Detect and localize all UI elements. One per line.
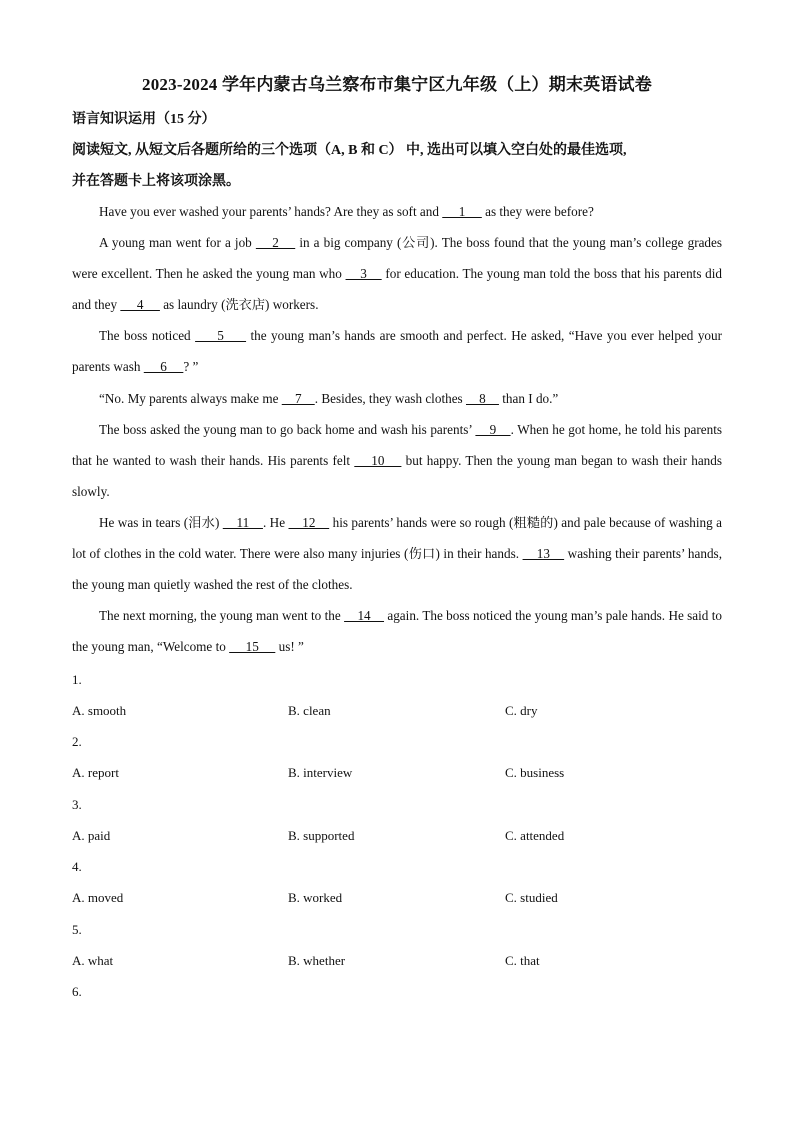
- question-number: 4.: [72, 859, 82, 875]
- answer-option[interactable]: C. that: [505, 952, 540, 968]
- passage-paragraph: [72, 196, 722, 227]
- passage-text: again. The boss noticed the young man’s pale hands. He said to the young man, “Welcome to: [72, 608, 723, 654]
- passage-text: washing their parents’ hands, the young man quietly washed the rest of the clothes.: [72, 546, 722, 592]
- passage-text: us! ”: [275, 639, 304, 654]
- passage-text: He was in tears (泪水): [99, 515, 223, 530]
- passage-text: but happy. Then the young man began to wash their hands slowly.: [72, 453, 722, 499]
- question-number: 6.: [72, 984, 82, 999]
- passage-paragraph: [72, 383, 722, 414]
- answer-option[interactable]: B. supported: [288, 827, 355, 843]
- answer-option[interactable]: C. business: [505, 765, 565, 781]
- blank-number: 9: [475, 422, 511, 437]
- instruction-line-1: 阅读短文, 从短文后各题所给的三个选项（A, B 和 C） 中, 选出可以填入空白处的最佳选项,: [72, 143, 627, 158]
- blank-number: 1: [442, 204, 482, 219]
- passage-text: the young man’s hands are smooth and perfect. He asked, “Have you ever helped your parents wash: [72, 328, 722, 374]
- passage-paragraph: [72, 600, 722, 662]
- blank-number: 6: [143, 359, 184, 374]
- blank-number: 3: [345, 266, 382, 281]
- passage-text: . When he got home, he told his parents that he wanted to wash their hands. His parents felt: [72, 422, 722, 468]
- blank-number: 13: [522, 546, 565, 561]
- section-heading: 语言知识运用（15 分）: [72, 112, 216, 127]
- passage-text: A young man went for a job: [99, 235, 256, 250]
- passage-text: than I do.”: [498, 391, 559, 406]
- question-number: 1.: [72, 672, 82, 687]
- passage-text: his parents’ hands were so rough (粗糙的) and pale because of washing a lot of clothes in the cold water. There were also many injuries (伤口) in their hands.: [72, 515, 722, 561]
- passage-text: in a big company (公司). The boss found that the young man’s college grades were excellent. Then he asked the young man who: [72, 235, 723, 281]
- passage-paragraph: [72, 414, 722, 507]
- exam-title: 2023-2024 学年内蒙古乌兰察布市集宁区九年级（上）期末英语试卷: [142, 75, 652, 94]
- question-number: 2.: [72, 734, 82, 750]
- blank-number: 5: [195, 328, 247, 343]
- blank-number: 14: [344, 608, 385, 623]
- instruction-line-2: 并在答题卡上将该项涂黑。: [72, 174, 240, 189]
- answer-option[interactable]: A. report: [72, 765, 119, 781]
- passage-text: Have you ever washed your parents’ hands? Are they as soft and: [99, 204, 443, 219]
- passage-text: “No. My parents always make me: [99, 391, 282, 406]
- passage-text: . He: [262, 515, 289, 530]
- passage-text: The boss noticed: [99, 328, 196, 343]
- passage-text: The next morning, the young man went to the: [99, 608, 345, 623]
- answer-option[interactable]: A. moved: [72, 890, 124, 906]
- blank-number: 15: [229, 639, 276, 654]
- answer-option[interactable]: A. smooth: [72, 703, 127, 718]
- passage-text: as laundry (洗衣店) workers.: [159, 297, 319, 312]
- passage-text: for education. The young man told the boss that his parents did and they: [72, 266, 722, 312]
- blank-number: 10: [354, 453, 402, 468]
- passage-text: The boss asked the young man to go back home and wash his parents’: [99, 422, 476, 437]
- blank-number: 7: [281, 391, 315, 406]
- answer-option[interactable]: A. paid: [72, 827, 111, 843]
- answer-option[interactable]: B. whether: [288, 952, 346, 968]
- answer-option[interactable]: B. interview: [288, 765, 353, 781]
- passage-paragraph: [72, 507, 722, 600]
- answer-option[interactable]: C. dry: [505, 703, 538, 718]
- question-number: 5.: [72, 921, 82, 937]
- blank-number: 12: [288, 515, 330, 530]
- answer-option[interactable]: C. studied: [505, 890, 558, 906]
- blank-number: 8: [465, 391, 499, 406]
- passage-paragraph: [72, 227, 722, 320]
- passage-text: as they were before?: [481, 204, 594, 219]
- blank-number: 11: [222, 515, 263, 530]
- answer-option[interactable]: A. what: [72, 952, 114, 968]
- passage-text: ? ”: [183, 359, 199, 374]
- answer-option[interactable]: B. worked: [288, 890, 343, 906]
- blank-number: 2: [255, 235, 296, 250]
- question-number: 3.: [72, 796, 82, 812]
- blank-number: 4: [120, 297, 160, 312]
- answer-option[interactable]: B. clean: [288, 703, 331, 718]
- passage-paragraph: [72, 320, 722, 382]
- passage-text: . Besides, they wash clothes: [314, 391, 466, 406]
- answer-option[interactable]: C. attended: [505, 827, 565, 843]
